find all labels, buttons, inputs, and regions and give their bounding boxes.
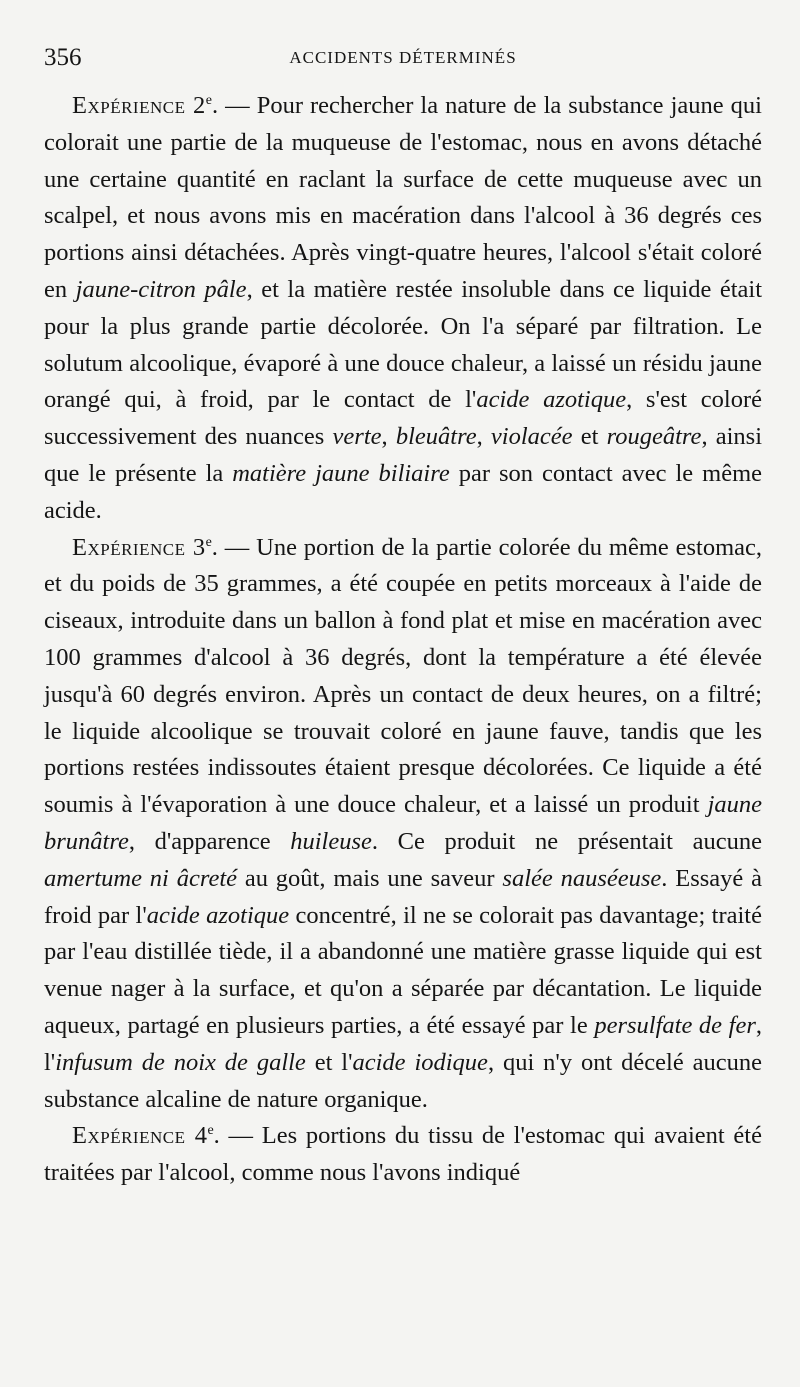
italic-term: persulfate de fer [594, 1011, 756, 1039]
text-run: . Essayé à froid par l' [44, 864, 762, 929]
body-text [44, 88, 762, 1192]
experience-heading: Expérience 2 [72, 92, 206, 119]
ordinal-superscript: e [205, 534, 212, 550]
text-run: , qui n'y ont décelé aucune substance alcaline de nature organique. [44, 1048, 762, 1113]
text-run: , ainsi que le présente la [44, 423, 763, 487]
text-run: , et la matière restée insoluble dans ce liquide était pour la plus grande partie décolorée. On l'a séparé par filtration. Le solutum alcoolique, évaporé à une douce chaleur, a laissé un résidu jaune orangé qui, à froid, par le contact de l' [44, 275, 763, 414]
page-header [44, 40, 762, 80]
text-run: , d'apparence [128, 827, 291, 855]
italic-term: amertume ni âcreté [44, 864, 238, 892]
italic-term: infusum de noix de galle [55, 1048, 306, 1076]
italic-term: rougeâtre [606, 423, 702, 451]
italic-term: jaune-citron pâle [75, 275, 247, 303]
text-run: et [572, 423, 607, 451]
italic-term: acide azotique [146, 901, 290, 929]
text-run: , s'est coloré successivement des nuances [44, 386, 763, 451]
italic-term: huileuse [290, 827, 372, 855]
paragraph-body [44, 534, 762, 1113]
paragraph-body [44, 92, 762, 524]
text-run: et l' [305, 1048, 353, 1076]
text-run: . Ce produit ne présentait aucune [371, 827, 762, 855]
text-run: au goût, mais une saveur [237, 864, 503, 892]
italic-term: jaune brunâtre [44, 791, 762, 855]
paragraph-experience-3 [44, 530, 762, 1119]
italic-term: bleuâtre [395, 423, 477, 451]
ordinal-superscript: e [205, 92, 212, 108]
text-run: . — Pour rechercher la nature de la substance jaune qui colorait une partie de la muqueuse de l'estomac, nous en avons détaché une certaine quantité en raclant la surface de cette muqueuse avec un scalpel, et nous avons mis en macération dans l'alcool à 36 degrés ces portions ainsi détachées. Après vingt-quatre heures, l'alcool s'était coloré en [44, 92, 762, 303]
experience-heading: Expérience 4 [72, 1122, 208, 1150]
text-run: concentré, il ne se colorait pas davantage; traité par l'eau distillée tiède, il a abandonné une matière grasse liquide qui est venue nager à la surface, et qu'on a séparée par décantation. Le liquide aqueux, partagé en plusieurs parties, a été essayé par le [44, 901, 762, 1039]
text-run: . — Les portions du tissu de l'estomac qui avaient été traitées par l'alcool, comme nous l'avons indiqué [44, 1122, 762, 1187]
running-title: ACCIDENTS DÉTERMINÉS [289, 48, 517, 67]
italic-term: acide iodique [352, 1048, 488, 1076]
text-run: , [381, 423, 396, 451]
page-number: 356 [44, 44, 82, 71]
paragraph-experience-2 [44, 88, 762, 530]
text-run: par son contact avec le même acide. [44, 459, 763, 524]
text-run: . — Une portion de la partie colorée du même estomac, et du poids de 35 grammes, a été coupée en petits morceaux à l'aide de ciseaux, introduite dans un ballon à fond plat et mise en macération avec 100 grammes d'alcool à 36 degrés, dont la température a été élevée jusqu'à 60 degrés environ. Après un contact de deux heures, on a filtré; le liquide alcoolique se trouvait coloré en jaune fauve, tandis que les portions restées indissoutes étaient presque décolorées. Ce liquide a été soumis à l'évaporation à une douce chaleur, et a laissé un produit [44, 533, 763, 819]
italic-term: matière jaune biliaire [232, 459, 450, 487]
italic-term: verte [332, 423, 382, 451]
italic-term: salée nauséeuse [502, 864, 662, 892]
ordinal-superscript: e [207, 1123, 214, 1139]
italic-term: violacée [490, 423, 573, 451]
italic-term: acide azotique [476, 386, 627, 414]
text-run: , [476, 423, 491, 451]
text-run: , l' [44, 1011, 762, 1076]
experience-heading: Expérience 3 [72, 533, 206, 561]
paragraph-experience-4 [44, 1118, 762, 1192]
